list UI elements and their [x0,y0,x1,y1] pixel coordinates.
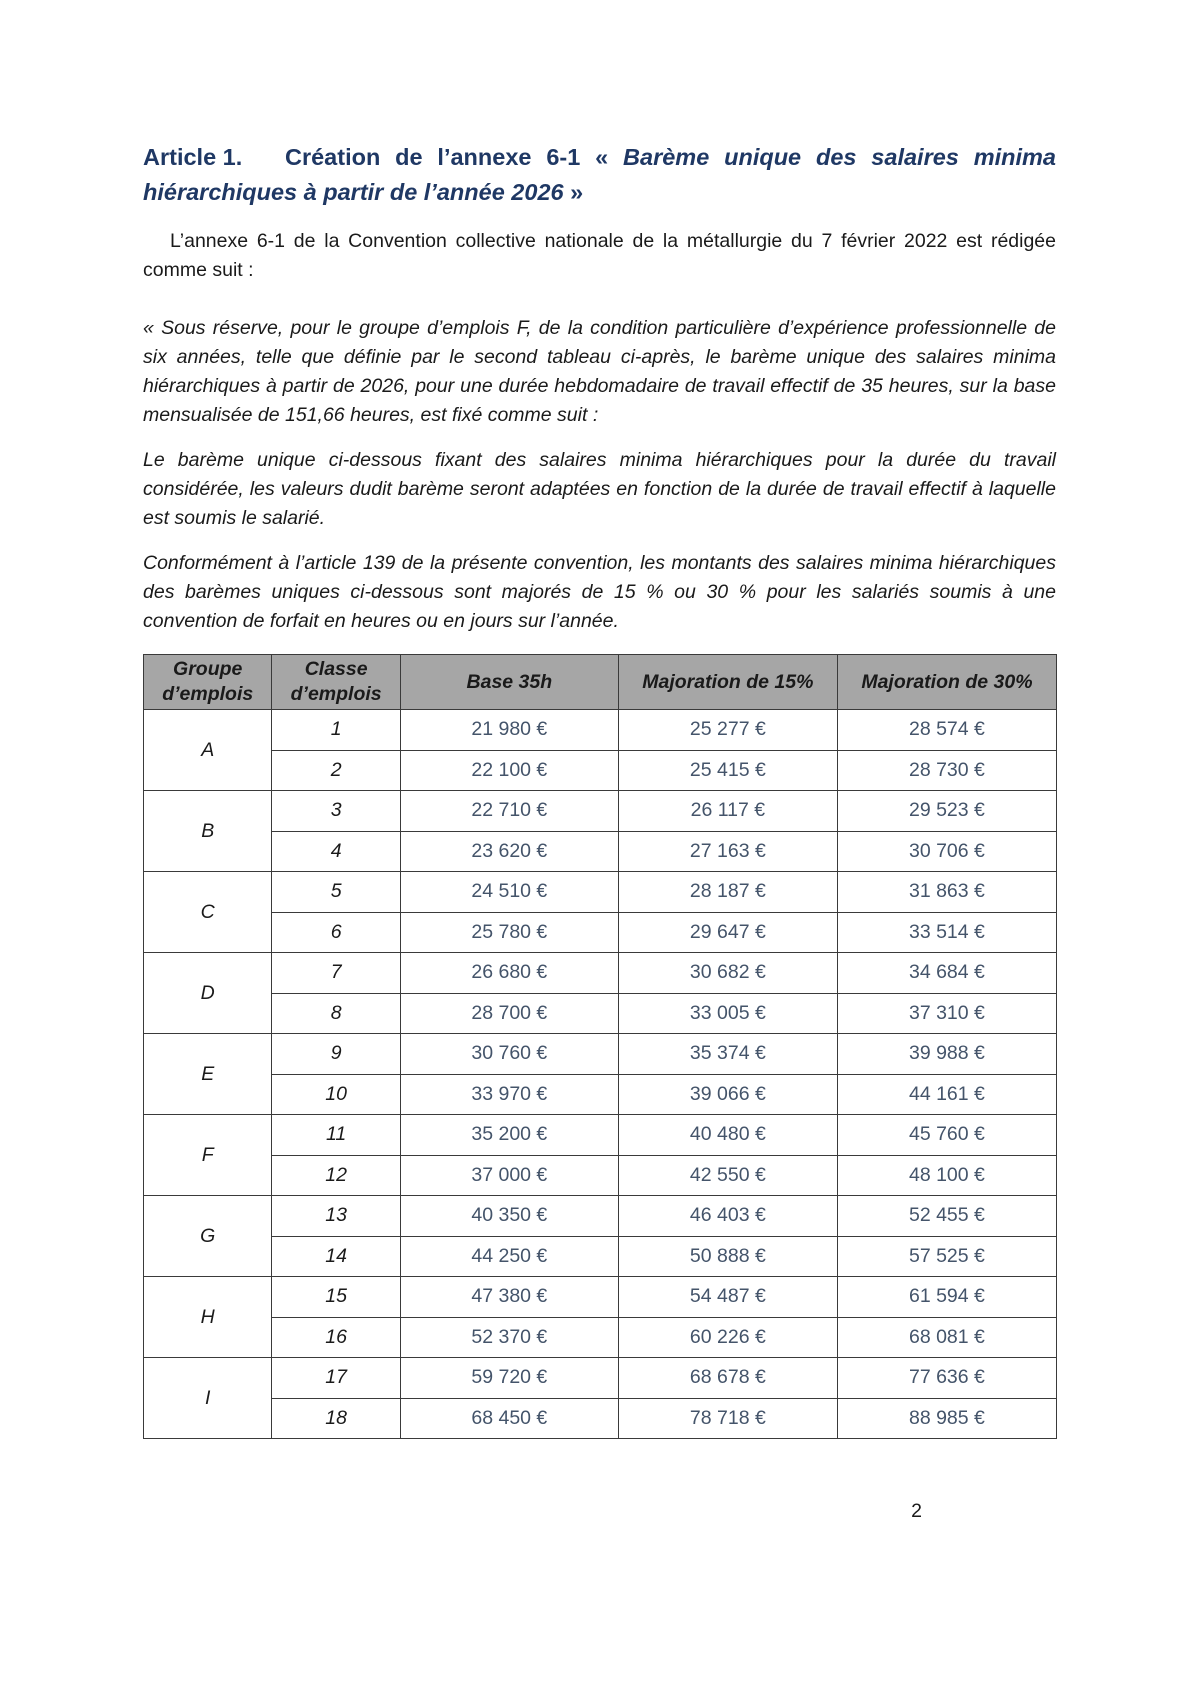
table-row [144,710,1057,751]
class-cell: 13 [272,1196,400,1237]
majoration-15-cell: 39 066 € [618,1074,837,1115]
class-cell: 17 [272,1358,400,1399]
page-number: 2 [911,1500,922,1522]
class-cell: 4 [272,831,400,872]
table-row [144,1317,1057,1358]
base-35h-cell: 47 380 € [400,1277,618,1318]
majoration-30-cell: 34 684 € [837,953,1056,994]
class-cell: 1 [272,710,400,751]
majoration-15-cell: 50 888 € [618,1236,837,1277]
class-cell: 2 [272,750,400,791]
class-cell: 10 [272,1074,400,1115]
table-row [144,1115,1057,1156]
base-35h-cell: 52 370 € [400,1317,618,1358]
majoration-15-cell: 40 480 € [618,1115,837,1156]
table-row [144,993,1057,1034]
class-cell: 5 [272,872,400,913]
majoration-30-cell: 88 985 € [837,1398,1056,1439]
majoration-30-cell: 68 081 € [837,1317,1056,1358]
majoration-15-cell: 60 226 € [618,1317,837,1358]
class-cell: 15 [272,1277,400,1318]
majoration-30-cell: 39 988 € [837,1034,1056,1075]
class-cell: 7 [272,953,400,994]
majoration-30-cell: 29 523 € [837,791,1056,832]
majoration-30-cell: 52 455 € [837,1196,1056,1237]
table-row [144,1398,1057,1439]
table-body [144,710,1057,1439]
majoration-30-cell: 44 161 € [837,1074,1056,1115]
table-header-row [144,655,1057,710]
header-group: Groupe d’emplois [144,655,272,710]
majoration-15-cell: 54 487 € [618,1277,837,1318]
table-row [144,872,1057,913]
table-row [144,750,1057,791]
base-35h-cell: 68 450 € [400,1398,618,1439]
class-cell: 18 [272,1398,400,1439]
majoration-30-cell: 31 863 € [837,872,1056,913]
header-base: Base 35h [400,655,618,710]
table-row [144,791,1057,832]
table-row [144,912,1057,953]
article-title-italic: Barème unique des salaires minima hiérarchiques à partir de l’année 2026 [143,144,1056,205]
class-cell: 14 [272,1236,400,1277]
conditions-paragraph: « Sous réserve, pour le groupe d’emplois F, de la condition particulière d’expérience professionnelle de six années, telle que définie par le second tableau ci-après, le barème unique des salaires minima hiérarchiques à partir de 2026, pour une durée hebdomadaire de travail effectif de 35 heures, sur la base mensualisée de 151,66 heures, est fixé comme suit : [143,317,1056,426]
group-cell: A [144,710,272,791]
header-class: Classe d’emplois [272,655,400,710]
majoration-15-cell: 25 415 € [618,750,837,791]
majoration-15-cell: 46 403 € [618,1196,837,1237]
group-cell: C [144,872,272,953]
majoration-15-cell: 35 374 € [618,1034,837,1075]
table-row [144,1074,1057,1115]
base-35h-cell: 21 980 € [400,710,618,751]
table-row [144,1358,1057,1399]
majoration-15-cell: 68 678 € [618,1358,837,1399]
majoration-30-cell: 28 574 € [837,710,1056,751]
base-35h-cell: 35 200 € [400,1115,618,1156]
majoration-15-cell: 29 647 € [618,912,837,953]
article-heading [143,140,1056,210]
majoration-30-cell: 37 310 € [837,993,1056,1034]
base-35h-cell: 22 100 € [400,750,618,791]
group-cell: G [144,1196,272,1277]
majoration-15-cell: 25 277 € [618,710,837,751]
table-row [144,1277,1057,1318]
adaptation-paragraph: Le barème unique ci-dessous fixant des salaires minima hiérarchiques pour la durée du travail considérée, les valeurs dudit barème seront adaptées en fonction de la durée de travail effectif à laquelle est soumis le salarié. [143,449,1056,529]
majoration-30-cell: 28 730 € [837,750,1056,791]
class-cell: 6 [272,912,400,953]
table-row [144,831,1057,872]
base-35h-cell: 59 720 € [400,1358,618,1399]
table-row [144,953,1057,994]
base-35h-cell: 40 350 € [400,1196,618,1237]
majoration-15-cell: 26 117 € [618,791,837,832]
class-cell: 16 [272,1317,400,1358]
article-number: Article 1. [143,144,243,170]
majoration-15-cell: 27 163 € [618,831,837,872]
group-cell: I [144,1358,272,1439]
group-cell: D [144,953,272,1034]
majoration-15-cell: 33 005 € [618,993,837,1034]
majoration-15-cell: 78 718 € [618,1398,837,1439]
group-cell: E [144,1034,272,1115]
base-35h-cell: 28 700 € [400,993,618,1034]
base-35h-cell: 23 620 € [400,831,618,872]
majoration-30-cell: 57 525 € [837,1236,1056,1277]
article-title-suffix: » [563,179,584,205]
majoration-30-cell: 33 514 € [837,912,1056,953]
majoration-paragraph: Conformément à l’article 139 de la présente convention, les montants des salaires minima hiérarchiques des barèmes uniques ci-dessous sont majorés de 15 % ou 30 % pour les salariés soumis à une convention de forfait en heures ou en jours sur l’année. [143,552,1056,632]
table-row [144,1155,1057,1196]
base-35h-cell: 25 780 € [400,912,618,953]
article-title-prefix: Création de l’annexe 6-1 « [285,144,624,170]
table-row [144,1236,1057,1277]
majoration-30-cell: 61 594 € [837,1277,1056,1318]
majoration-30-cell: 77 636 € [837,1358,1056,1399]
base-35h-cell: 30 760 € [400,1034,618,1075]
header-maj30: Majoration de 30% [837,655,1056,710]
class-cell: 9 [272,1034,400,1075]
class-cell: 11 [272,1115,400,1156]
class-cell: 3 [272,791,400,832]
base-35h-cell: 44 250 € [400,1236,618,1277]
group-cell: H [144,1277,272,1358]
group-cell: B [144,791,272,872]
majoration-15-cell: 42 550 € [618,1155,837,1196]
majoration-15-cell: 28 187 € [618,872,837,913]
salary-scale-table [143,654,1057,1439]
base-35h-cell: 37 000 € [400,1155,618,1196]
majoration-15-cell: 30 682 € [618,953,837,994]
class-cell: 8 [272,993,400,1034]
majoration-30-cell: 45 760 € [837,1115,1056,1156]
table-row [144,1196,1057,1237]
base-35h-cell: 24 510 € [400,872,618,913]
majoration-30-cell: 48 100 € [837,1155,1056,1196]
base-35h-cell: 26 680 € [400,953,618,994]
header-maj15: Majoration de 15% [618,655,837,710]
base-35h-cell: 33 970 € [400,1074,618,1115]
base-35h-cell: 22 710 € [400,791,618,832]
group-cell: F [144,1115,272,1196]
intro-paragraph: L’annexe 6-1 de la Convention collective nationale de la métallurgie du 7 février 2022 est rédigée comme suit : [143,230,1056,281]
majoration-30-cell: 30 706 € [837,831,1056,872]
table-row [144,1034,1057,1075]
class-cell: 12 [272,1155,400,1196]
